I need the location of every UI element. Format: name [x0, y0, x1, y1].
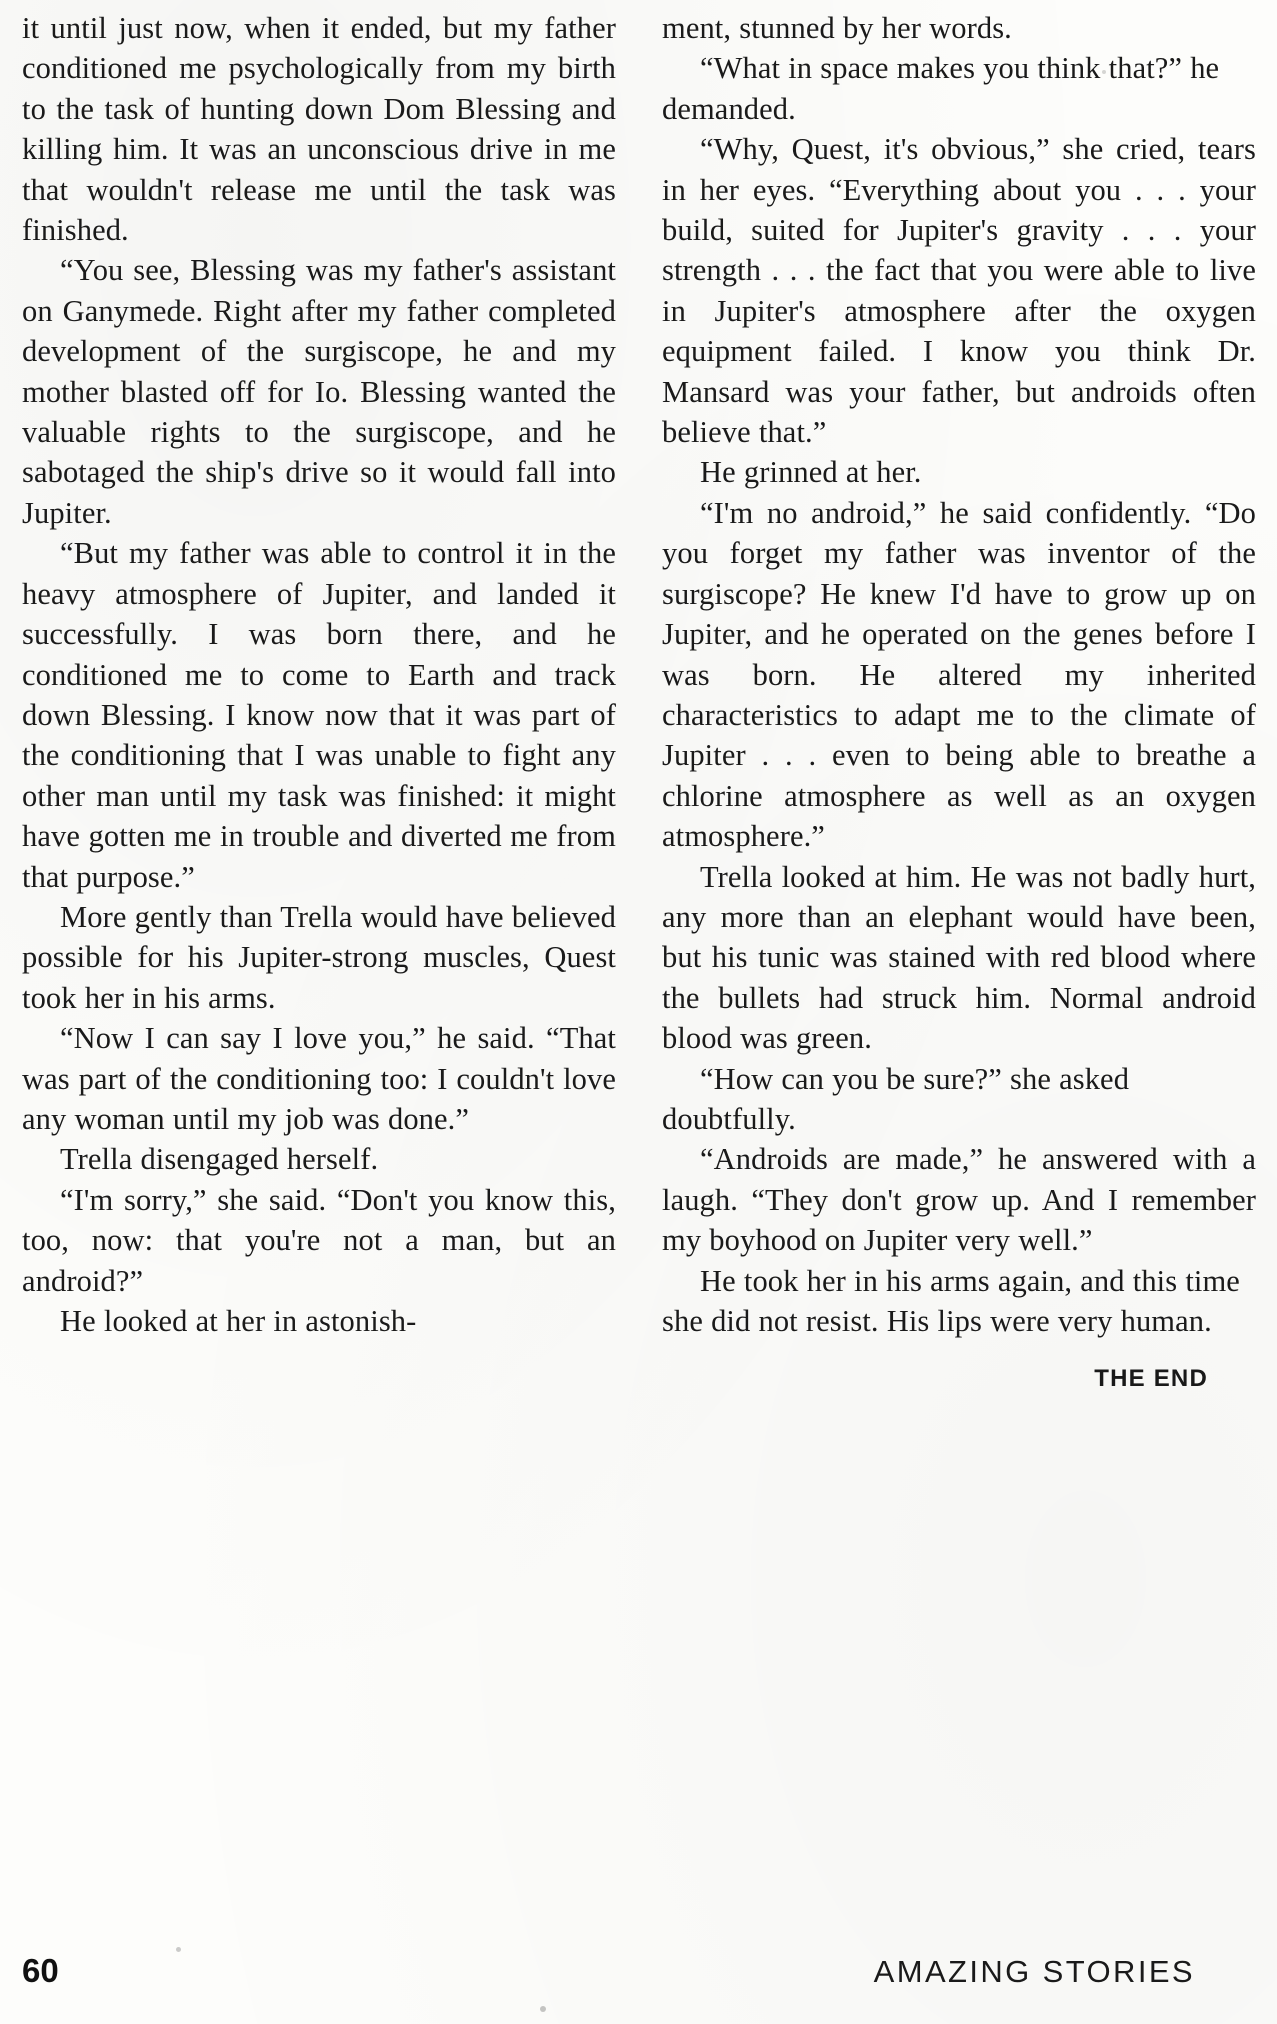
paragraph: More gently than Trella would have believed possible for his Jupiter-strong muscles, Quest took her in his arms. — [22, 899, 616, 1015]
right-text-column — [662, 8, 1256, 1393]
paragraph: “You see, Blessing was my father's assistant on Ganymede. Right after my father completed development of the surgiscope, he and my mother blasted off for Io. Blessing wanted the valuable rights to the surgiscope, and he sabotaged the ship's drive so it would fall into Jupiter. — [22, 253, 616, 530]
scan-speck — [540, 2006, 546, 2012]
scan-speck — [176, 1947, 181, 1952]
paragraph-continuation: ment, stunned by her words. — [662, 11, 1012, 45]
paragraph: “How can you be sure?” she asked doubtfully. — [662, 1061, 1130, 1136]
magazine-title: AMAZING STORIES — [873, 1954, 1195, 1989]
paragraph: He grinned at her. — [700, 455, 922, 490]
paragraph: “I'm sorry,” she said. “Don't you know this, too, now: that you're not a man, but an android?” — [22, 1182, 616, 1298]
paragraph: Trella looked at him. He was not badly hurt, any more than an elephant would have been, but his tunic was stained with red blood where the bullets had struck him. Normal android blood was green. — [662, 859, 1256, 1056]
page-number: 60 — [22, 1952, 59, 1989]
paragraph: “I'm no android,” he said confidently. “Do you forget my father was inventor of the surgiscope? He knew I'd have to grow up on Jupiter, and he operated on the genes before I was born. He altered my inherited characteristics to adapt me to the climate of Jupiter . . . even to being able to breathe a chlorine atmosphere as well as an oxygen atmosphere.” — [662, 495, 1256, 854]
paragraph: “Why, Quest, it's obvious,” she cried, tears in her eyes. “Everything about you . . . your build, suited for Jupiter's gravity . . . your strength . . . the fact that you were able to live in Jupiter's atmosphere after the oxygen equipment failed. I know you think Dr. Mansard was your father, but androids often believe that.” — [662, 132, 1256, 450]
two-column-text-body — [22, 8, 1256, 1393]
paragraph: He took her in his arms again, and this time she did not resist. His lips were very human. — [662, 1263, 1240, 1338]
paragraph: “What in space makes you think that?” he demanded. — [662, 51, 1220, 126]
scan-speck — [1102, 70, 1106, 74]
story-end-note: THE END — [1094, 1365, 1208, 1393]
paragraph-continued: He looked at her in astonish- — [60, 1304, 417, 1338]
page-footer — [22, 1950, 1255, 1990]
paragraph: Trella disengaged herself. — [60, 1142, 379, 1177]
paragraph: “But my father was able to control it in the heavy atmosphere of Jupiter, and landed it successfully. I was born there, and he conditioned me to come to Earth and track down Blessing. I know now that it was part of the conditioning that I was unable to fight any other man until my task was finished: it might have gotten me in trouble and diverted me from that purpose.” — [22, 536, 616, 894]
paragraph: “Androids are made,” he answered with a laugh. “They don't grow up. And I remember my boyhood on Jupiter very well.” — [662, 1142, 1256, 1258]
paragraph: “Now I can say I love you,” he said. “That was part of the conditioning too: I couldn't love any woman until my job was done.” — [22, 1021, 616, 1136]
paragraph: it until just now, when it ended, but my father conditioned me psychologically from my birth to the task of hunting down Dom Blessing and killing him. It was an unconscious drive in me that wouldn't release me until the task was finished. — [22, 11, 616, 248]
left-text-column — [22, 8, 616, 1393]
